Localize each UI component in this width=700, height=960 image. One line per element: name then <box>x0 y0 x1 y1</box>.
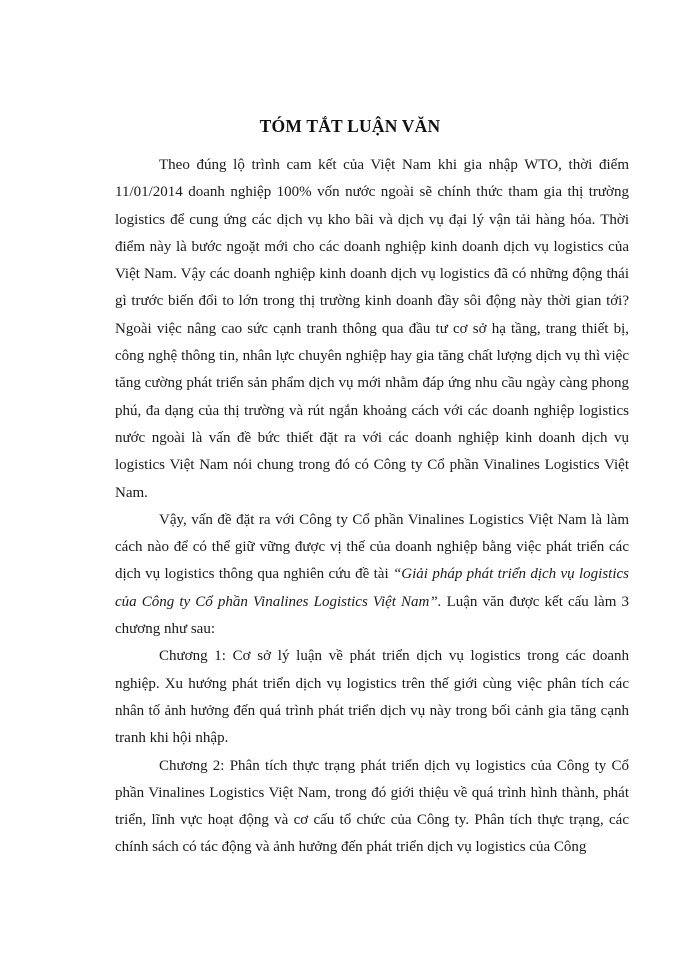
document-title: TÓM TẮT LUẬN VĂN <box>259 116 441 136</box>
paragraph-chapter-2: Chương 2: Phân tích thực trạng phát triển dịch vụ logistics của Công ty Cổ phần Vinalines Logistics Việt Nam, trong đó giới thiệu về quá trình hình thành, phát triển, lĩnh vực hoạt động và cơ cấu tổ chức của Công ty. Phân tích thực trạng, các chính sách có tác động và ảnh hưởng đến phát triển dịch vụ logistics của Công <box>115 757 629 856</box>
paragraph-research-topic <box>115 507 629 643</box>
thesis-topic-title: “Giải pháp phát triển dịch vụ logistics của Công ty Cổ phần Vinalines Logistics Việt Nam”. <box>115 566 629 610</box>
paragraph-text-segment: Luận văn được kết cấu làm 3 chương như sau: <box>115 593 629 638</box>
paragraph-intro: Theo đúng lộ trình cam kết của Việt Nam khi gia nhập WTO, thời điểm 11/01/2014 doanh nghiệp 100% vốn nước ngoài sẽ chính thức tham gia thị trường logistics để cung ứng các dịch vụ kho bãi và dịch vụ đại lý vận tải hàng hóa. Thời điểm này là bước ngoặt mới cho các doanh nghiệp kinh doanh dịch vụ logistics của Việt Nam. Vậy các doanh nghiệp kinh doanh dịch vụ logistics đã có những động thái gì trước biến đổi to lớn trong thị trường kinh doanh đầy sôi động này thời gian tới? Ngoài việc nâng cao sức cạnh tranh thông qua đầu tư cơ sở hạ tầng, trang thiết bị, công nghệ thông tin, nhân lực chuyên nghiệp hay gia tăng chất lượng dịch vụ thì việc tăng cường phát triển sản phẩm dịch vụ mới nhằm đáp ứng nhu cầu ngày càng phong phú, đa dạng của thị trường và rút ngắn khoảng cách với các doanh nghiệp logistics nước ngoài là vấn đề bức thiết đặt ra với các doanh nghiệp kinh doanh dịch vụ logistics Việt Nam nói chung trong đó có Công ty Cổ phần Vinalines Logistics Việt Nam. <box>115 157 629 501</box>
document-body <box>115 152 629 862</box>
paragraph-chapter-1: Chương 1: Cơ sở lý luận về phát triển dịch vụ logistics trong các doanh nghiệp. Xu hướng phát triển dịch vụ logistics trên thế giới cùng việc phân tích các nhân tố ảnh hưởng đến quá trình phát triển dịch vụ này trong bối cảnh gia tăng cạnh tranh khi hội nhập. <box>115 648 629 747</box>
paragraph-text-segment: Vậy, vấn đề đặt ra với Công ty Cổ phần Vinalines Logistics Việt Nam là làm cách nào để có thể giữ vững được vị thế của doanh nghiệp bằng việc phát triển các dịch vụ logistics thông qua nghiên cứu đề tài <box>115 511 629 583</box>
